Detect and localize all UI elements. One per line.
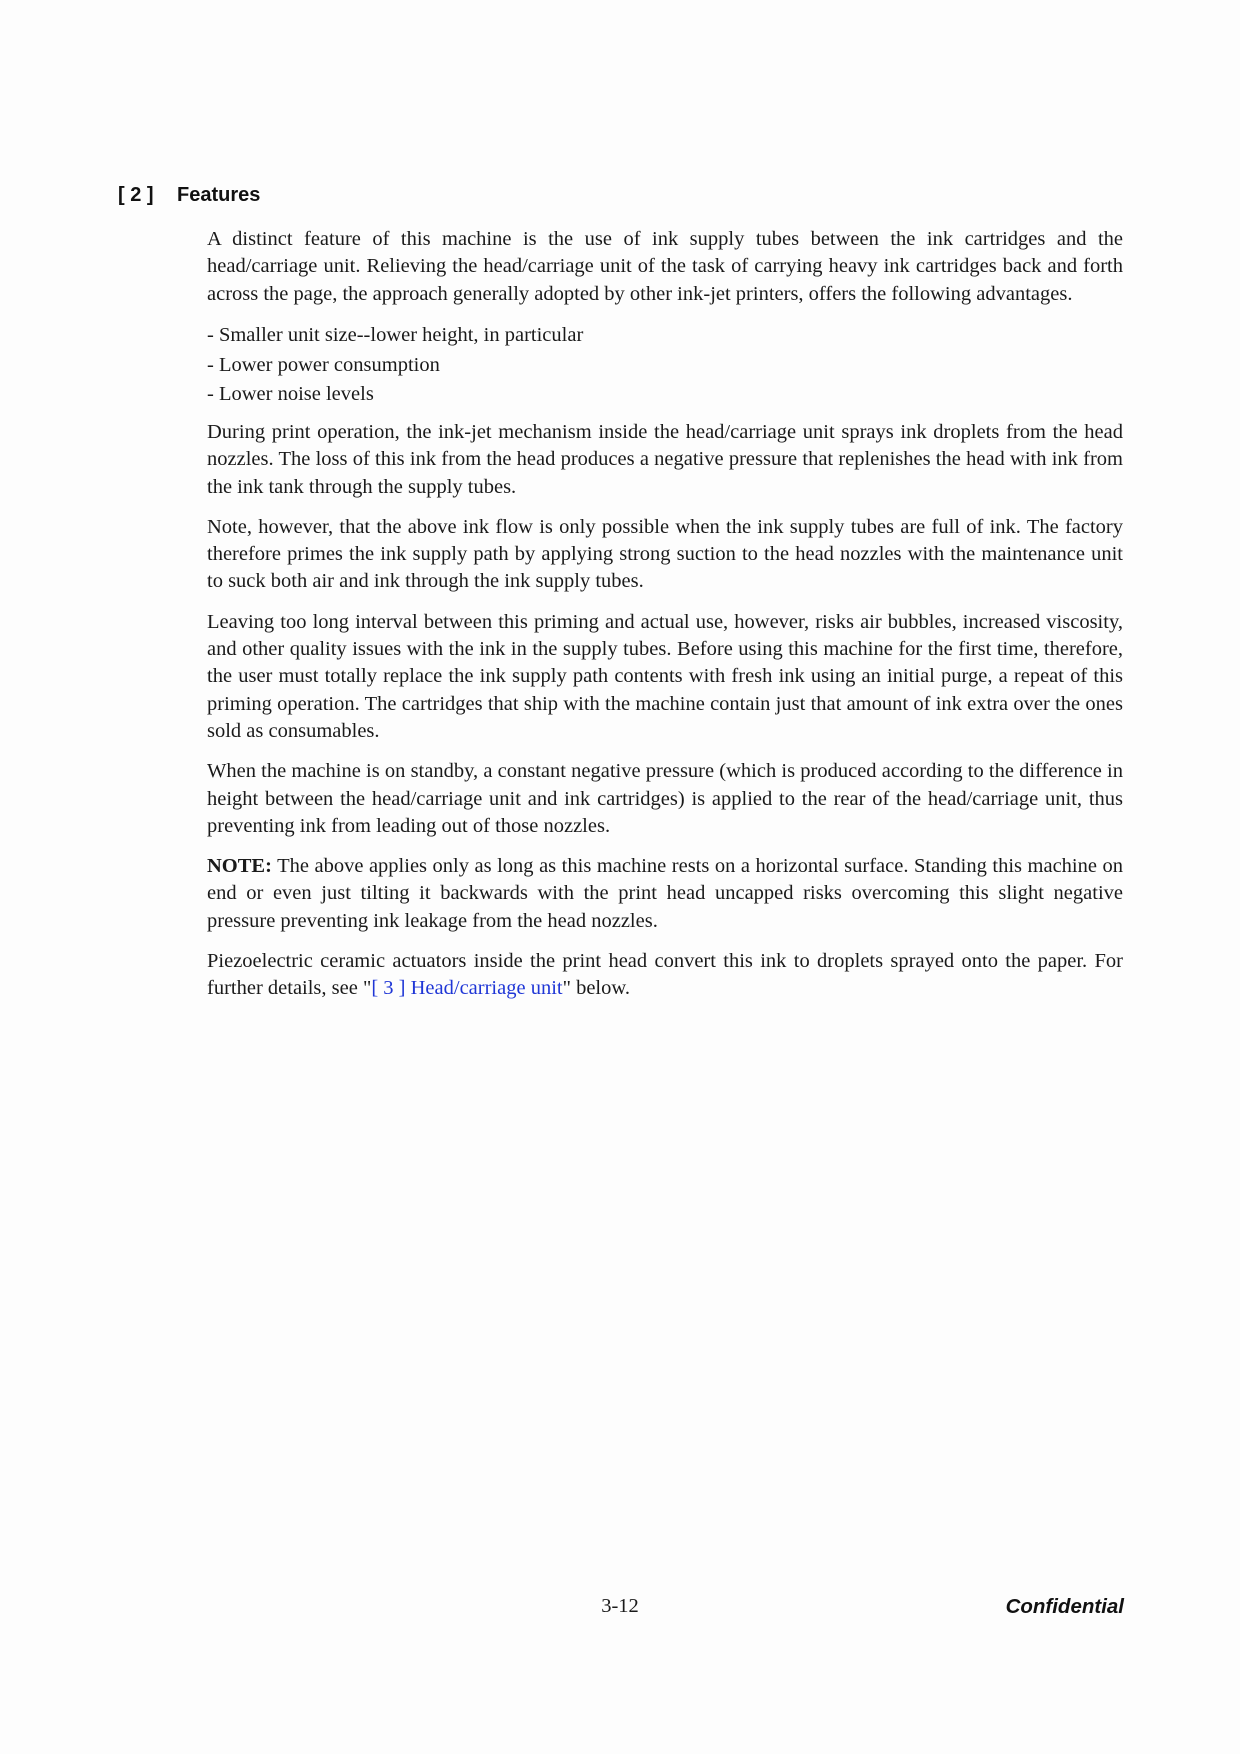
section-number: [ 2 ] xyxy=(118,184,154,206)
note-text: The above applies only as long as this machine rests on a horizontal surface. Standing this machine on end or even just tilting it backwards with the print head uncapped risks overcoming this slight negative pressure preventing ink leakage from the head nozzles. xyxy=(207,855,1123,932)
confidential-label: Confidential xyxy=(1005,1595,1124,1618)
intro-paragraph: A distinct feature of this machine is the use of ink supply tubes between the ink cartridges and the head/carriage unit. Relieving the head/carriage unit of the task of carrying heavy ink cartridges back and forth across the page, the approach generally adopted by other ink-jet printers, offers the following advantages. xyxy=(207,228,1123,305)
piezo-text-end: " below. xyxy=(562,977,630,1000)
body-text xyxy=(207,226,1123,1016)
list-item: - Lower noise levels xyxy=(207,383,374,406)
list-item: - Smaller unit size--lower height, in particular xyxy=(207,323,584,346)
initial-purge-paragraph: Leaving too long interval between this priming and actual use, however, risks air bubbles, increased viscosity, and other quality issues with the ink in the supply tubes. Before using this machine for the first time, therefore, the user must totally replace the ink supply path contents with fresh ink using an initial purge, a repeat of this priming operation. The cartridges that ship with the machine contain just that amount of ink extra over the ones sold as consumables. xyxy=(207,610,1123,742)
print-operation-paragraph: During print operation, the ink-jet mechanism inside the head/carriage unit sprays ink droplets from the head nozzles. The loss of this ink from the head produces a negative pressure that replenishes the head with ink from the ink tank through the supply tubes. xyxy=(207,421,1123,498)
section-title: Features xyxy=(177,184,261,206)
head-carriage-unit-link[interactable]: [ 3 ] Head/carriage unit xyxy=(371,977,563,1000)
piezo-text: Piezoelectric ceramic actuators inside the print head convert this ink to droplets sprayed onto the paper. For further details, see " xyxy=(207,950,1123,1000)
note-label: NOTE: xyxy=(207,855,272,878)
piezo-paragraph xyxy=(207,948,1123,1003)
advantages-list xyxy=(207,321,1123,410)
section-heading xyxy=(118,184,260,207)
standby-paragraph: When the machine is on standby, a constant negative pressure (which is produced according to the difference in height between the head/carriage unit and ink cartridges) is applied to the rear of the head/carriage unit, thus preventing ink from leading out of those nozzles. xyxy=(207,760,1123,837)
note-paragraph xyxy=(207,853,1123,935)
page-number: 3-12 xyxy=(601,1595,639,1617)
list-item: - Lower power consumption xyxy=(207,353,440,376)
priming-paragraph: Note, however, that the above ink flow is only possible when the ink supply tubes are full of ink. The factory therefore primes the ink supply path by applying strong suction to the head nozzles with the maintenance unit to suck both air and ink through the ink supply tubes. xyxy=(207,515,1123,593)
